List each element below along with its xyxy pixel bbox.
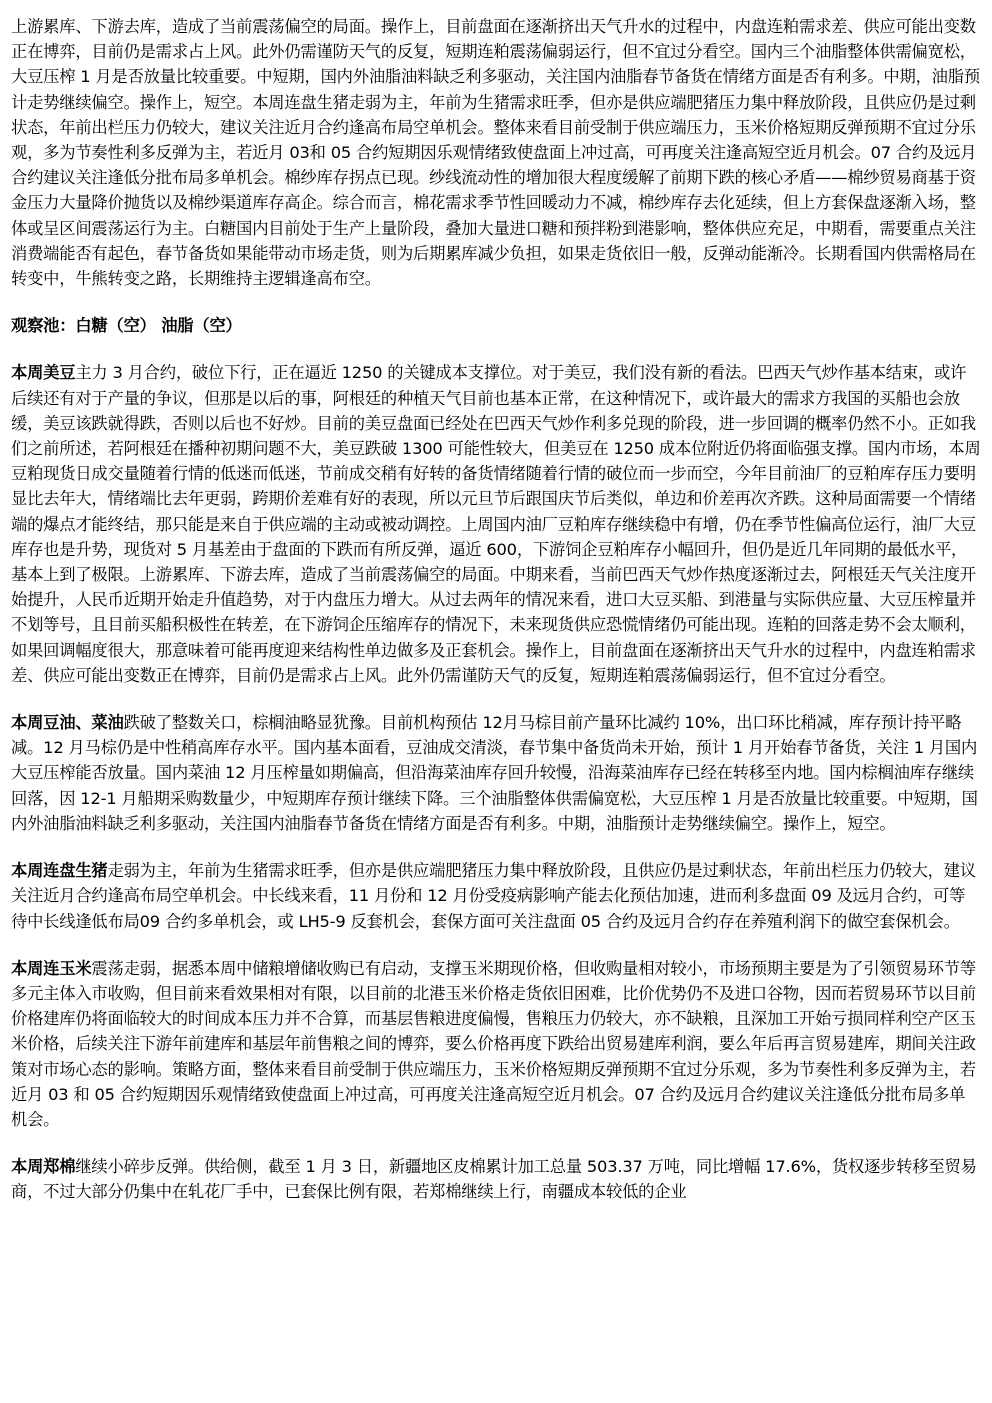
corn-body: 震荡走弱，据悉本周中储粮增储收购已有启动，支撑玉米期现价格，但收购量相对较小，市场预期主要是为了引领贸易环节等多元主体入市收购，但目前来看效果相对有限，以目前的北港玉米价格走货依旧困难，比价优势仍不及进口谷物，因而若贸易环节以目前价格建库仍将面临较大的时间成本压力并不合算，而基层售粮进度偏慢，售粮压力仍较大，亦不缺粮，且深加工开始亏损同样利空产区玉米价格，后续关注下游年前建库和基层年前售粮之间的博弈，要么价格再度下跌给出贸易建库利润，要么年后再言贸易建库，期间关注政策对市场心态的影响。策略方面，整体来看目前受制于供应端压力，玉米价格短期反弹预期不宜过分乐观，多为节奏性利多反弹为主，若近月 03 和 05 合约短期因乐观情绪致使盘面上冲过高，可再度关注逢高短空近月机会。07 合约及远月合约建议关注逢低分批布局多单机会。 <box>11 958 976 1129</box>
soybean-body: 主力 3 月合约，破位下行，正在逼近 1250 的关键成本支撑位。对于美豆，我们没有新的看法。巴西天气炒作基本结束，或许后续还有对于产量的争议，但那是以后的事，阿根廷的种植天气目前也基本正常，在这种情况下，或许最大的需求方我国的买船也会放缓，美豆该跌就得跌，否则以后也不好炒。目前的美豆盘面已经处在巴西天气炒作利多兑现的阶段，进一步回调的概率仍然不小。正如我们之前所述，若阿根廷在播种初期问题不大，美豆跌破 1300 可能性较大，但美豆在 1250 成本位附近仍将面临强支撑。国内市场，本周豆粕现货日成交量随着行情的低迷而低迷，节前成交稍有好转的备货情绪随着行情的破位而一步而空，今年目前油厂的豆粕库存压力要明显比去年大，情绪端比去年更弱，跨期价差难有好的表现，所以元旦节后跟国庆节后类似，单边和价差再次齐跌。这种局面需要一个情绪端的爆点才能终结，那只能是来自于供应端的主动或被动调控。上周国内油厂豆粕库存继续稳中有增，仍在季节性偏高位运行，油厂大豆库存也是升势，现货对 5 月基差由于盘面的下跌而有所反弹，逼近 600，下游饲企豆粕库存小幅回升，但仍是近几年同期的最低水平，基本上到了极限。上游累库、下游去库，造成了当前震荡偏空的局面。中期来看，当前巴西天气炒作热度逐渐过去，阿根廷天气关注度开始提升，人民币近期开始走升值趋势，对于内盘压力增大。从过去两年的情况来看，进口大豆买船、到港量与实际供应量、大豆压榨量并不划等号，且目前买船积极性在转差，在下游饲企压缩库存的情况下，未来现货供应恐慌情绪仍可能出现。连粕的回落走势不会太顺利，如果回调幅度很大，那意味着可能再度迎来结构性单边做多及正套机会。操作上，目前盘面在逐渐挤出天气升水的过程中，内盘连粕需求差、供应可能出变数正在博弈，目前仍是需求占上风。此外仍需谨防天气的反复，短期连粕震荡偏弱运行，但不宜过分看空。 <box>11 363 981 685</box>
document-page <box>11 14 981 1205</box>
soybean-paragraph <box>11 360 981 688</box>
cotton-paragraph <box>11 1154 981 1204</box>
corn-paragraph <box>11 956 981 1132</box>
intro-body: 上游累库、下游去库，造成了当前震荡偏空的局面。操作上，目前盘面在逐渐挤出天气升水的过程中，内盘连粕需求差、供应可能出变数正在博弈，目前仍是需求占上风。此外仍需谨防天气的反复，短期连粕震荡偏弱运行，但不宜过分看空。国内三个油脂整体供需偏宽松，大豆压榨 1 月是否放量比较重要。中短期，国内外油脂油料缺乏利多驱动，关注国内油脂春节备货在情绪方面是否有利多。中期，油脂预计走势继续偏空。操作上，短空。本周连盘生猪走弱为主，年前为生猪需求旺季，但亦是供应端肥猪压力集中释放阶段，且供应仍是过剩状态，年前出栏压力仍较大，建议关注近月合约逢高布局空单机会。整体来看目前受制于供应端压力，玉米价格短期反弹预期不宜过分乐观，多为节奏性利多反弹为主，若近月 03和 05 合约短期因乐观情绪致使盘面上冲过高，可再度关注逢高短空近月机会。07 合约及远月合约建议关注逢低分批布局多单机会。棉纱库存拐点已现。纱线流动性的增加很大程度缓解了前期下跌的核心矛盾——棉纱贸易商基于资金压力大量降价抛货以及棉纱渠道库存高企。综合而言，棉花需求季节性回暖动力不减，棉纱库存去化延续，但上方套保盘逐渐入场，整体或呈区间震荡运行为主。白糖国内目前处于生产上量阶段，叠加大量进口糖和预拌粉到港影响，整体供应充足，中期看，需要重点关注消费端能否有起色，春节备货如果能带动市场走货，则为后期累库减少负担，如果走货依旧一般，反弹动能渐冷。长期看国内供需格局在转变中，牛熊转变之路，长期维持主逻辑逢高布空。 <box>11 17 980 289</box>
corn-heading: 本周连玉米 <box>11 958 92 978</box>
oils-paragraph <box>11 710 981 836</box>
oils-body: 跌破了整数关口，棕榈油略显犹豫。目前机构预估 12月马棕目前产量环比减约 10%，出口环比稍减，库存预计持平略减。12 月马棕仍是中性稍高库存水平。国内基本面看，豆油成交清淡，春节集中备货尚未开始，预计 1 月开始春节备货，关注 1 月国内大豆压榨能否放量。国内菜油 12 月压榨量如期偏高，但沿海菜油库存回升较慢，沿海菜油库存已经在转移至内地。国内棕榈油库存继续回落，因 12-1 月船期采购数量少，中短期库存预计继续下降。三个油脂整体供需偏宽松，大豆压榨 1 月是否放量比较重要。中短期，国内外油脂油料缺乏利多驱动，关注国内油脂春节备货在情绪方面是否有利多。中期，油脂预计走势继续偏空。操作上，短空。 <box>11 713 978 833</box>
hogs-paragraph <box>11 858 981 934</box>
intro-paragraph <box>11 14 981 291</box>
watchlist-heading: 观察池：白糖（空） 油脂（空） <box>11 316 242 336</box>
soybean-heading: 本周美豆 <box>11 363 76 383</box>
oils-heading: 本周豆油、菜油 <box>11 713 124 733</box>
cotton-heading: 本周郑棉 <box>11 1157 76 1177</box>
cotton-body: 继续小碎步反弹。供给侧，截至 1 月 3 日，新疆地区皮棉累计加工总量 503.37 万吨，同比增幅 17.6%，货权逐步转移至贸易商，不过大部分仍集中在轧花厂手中，已套保比例有限，若郑棉继续上行，南疆成本较低的企业 <box>11 1157 977 1202</box>
hogs-body: 走弱为主，年前为生猪需求旺季，但亦是供应端肥猪压力集中释放阶段，且供应仍是过剩状态，年前出栏压力仍较大，建议关注近月合约逢高布局空单机会。中长线来看，11 月份和 12 月份受疫病影响产能去化预估加速，进而利多盘面 09 及远月合约，可等待中长线逢低布局09 合约多单机会，或 LH5-9 反套机会，套保方面可关注盘面 05 合约及远月合约存在养殖利润下的做空套保机会。 <box>11 861 976 931</box>
hogs-heading: 本周连盘生猪 <box>11 861 108 881</box>
